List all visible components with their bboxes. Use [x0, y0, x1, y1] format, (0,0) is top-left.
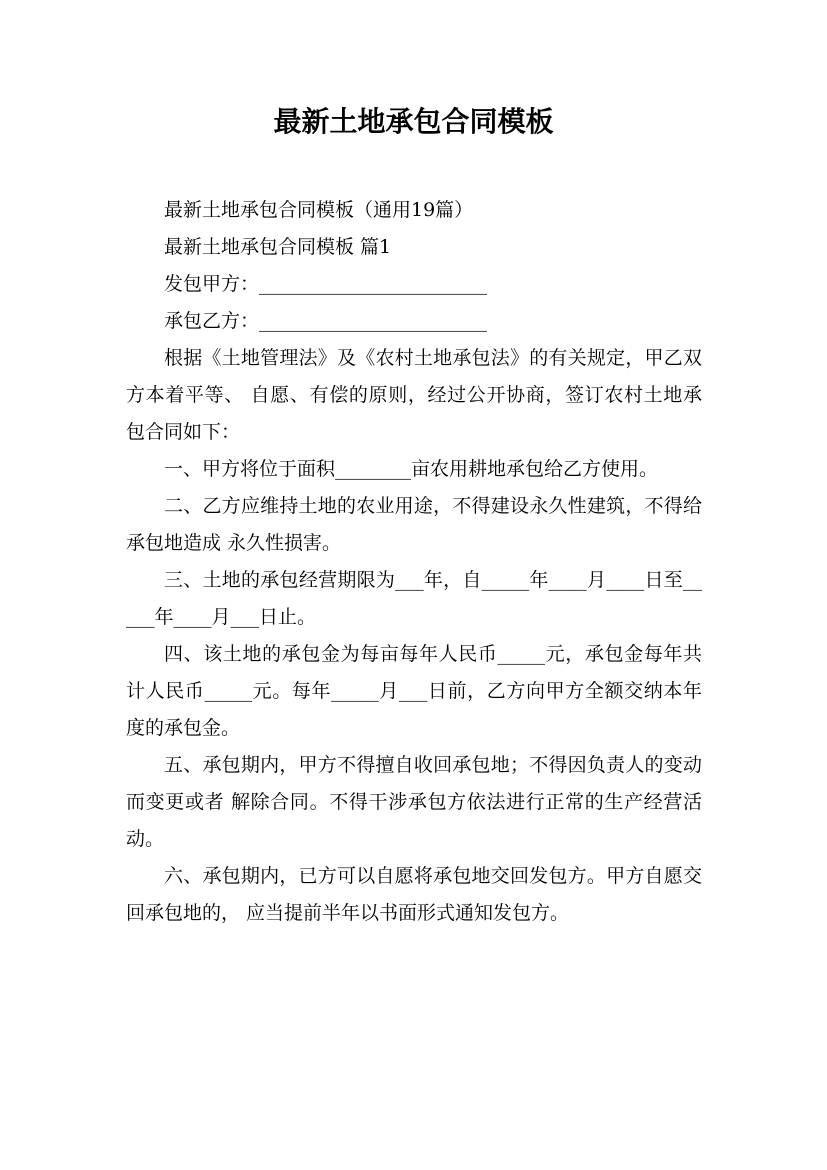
clause-2: 二、乙方应维持土地的农业用途，不得建设永久性建筑，不得给承包地造成 永久性损害。 — [126, 495, 702, 554]
preamble-paragraph: 根据《土地管理法》及《农村土地承包法》的有关规定，甲乙双方本着平等、 自愿、有偿的原则，经过公开协商，签订农村土地承包合同如下： — [126, 347, 702, 443]
subtitle-paragraph: 最新土地承包合同模板（通用19篇） — [164, 199, 474, 221]
section-heading: 最新土地承包合同模板 篇1 — [164, 236, 392, 258]
clause-4: 四、该土地的承包金为每亩每年人民币_____元，承包金每年共计人民币_____元。每年_____月___日前，乙方向甲方全额交纳本年度的承包金。 — [126, 643, 702, 739]
party-a-line: 发包甲方：________________________ — [164, 273, 488, 295]
document-title: 最新土地承包合同模板 — [273, 105, 554, 138]
clause-5: 五、承包期内，甲方不得擅自收回承包地；不得因负责人的变动而变更或者 解除合同。不得干涉承包方依法进行正常的生产经营活动。 — [126, 754, 702, 850]
document-body — [126, 192, 702, 932]
party-b-line: 承包乙方：________________________ — [164, 310, 488, 332]
clause-1: 一、甲方将位于面积________亩农用耕地承包给乙方使用。 — [164, 458, 659, 480]
clause-6: 六、承包期内，已方可以自愿将承包地交回发包方。甲方自愿交回承包地的， 应当提前半年以书面形式通知发包方。 — [126, 865, 702, 924]
clause-3: 三、土地的承包经营期限为___年，自_____年____月____日至_____年____月___日止。 — [126, 569, 702, 628]
